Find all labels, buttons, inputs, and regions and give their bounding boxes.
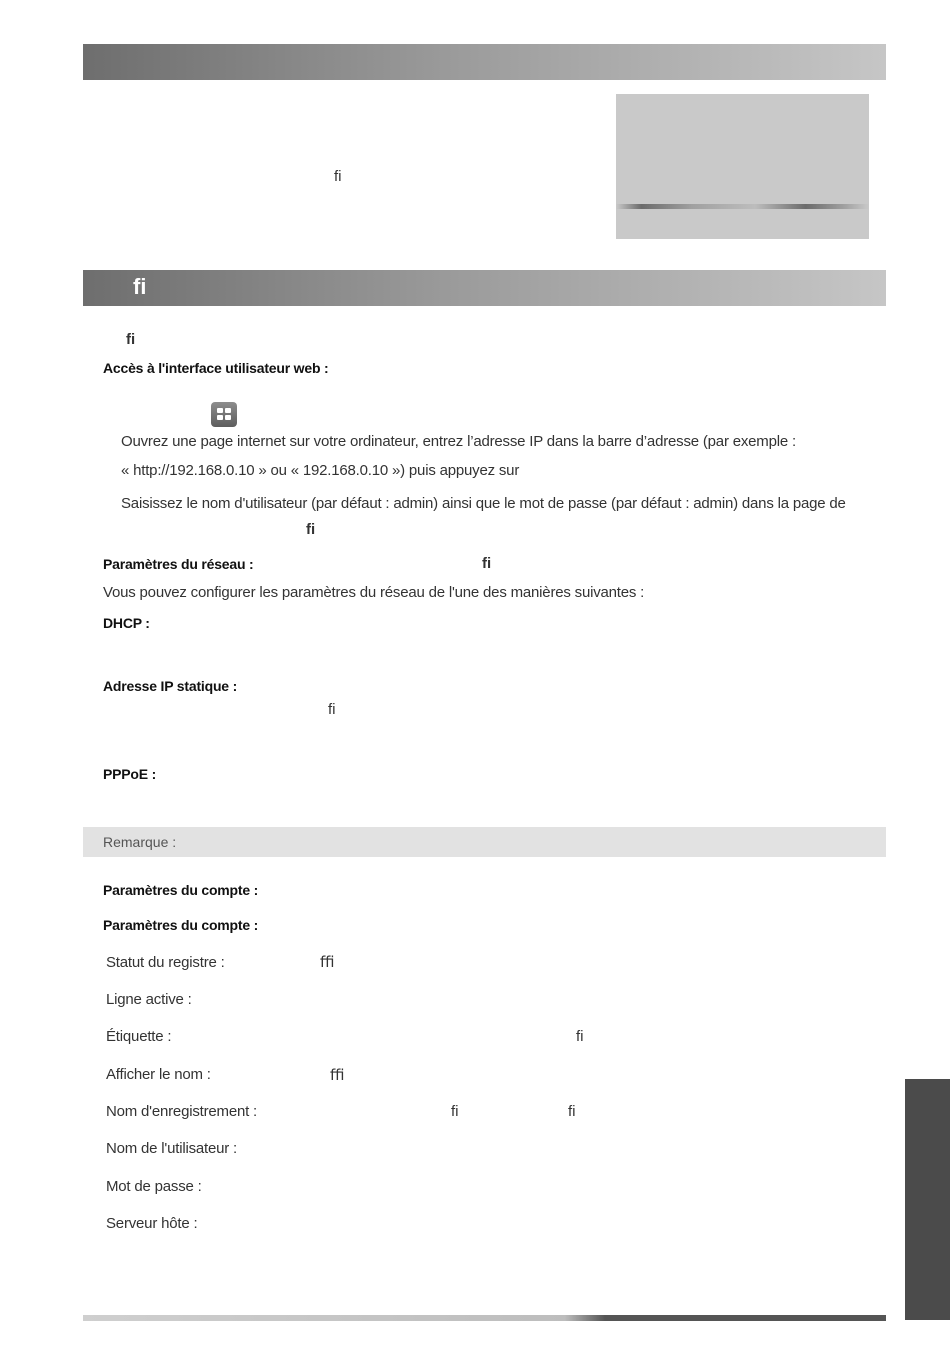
field-register-name-ligature: ﬁ (451, 1103, 459, 1120)
web-access-step2-line1: Saisissez le nom d'utilisateur (par défaut : admin) ainsi que le mot de passe (par défaut : admin) dans la page de (121, 495, 846, 512)
network-intro: Vous pouvez configurer les paramètres du réseau de l'une des manières suivantes : (103, 584, 645, 601)
field-register-status: Statut du registre : (106, 954, 225, 971)
field-register-name-ligature-2: ﬁ (568, 1103, 576, 1120)
field-display-name: Afficher le nom : (106, 1066, 211, 1083)
field-password: Mot de passe : (106, 1178, 202, 1195)
pppoe-heading: PPPoE : (103, 766, 157, 782)
field-label-ligature: ﬁ (576, 1028, 584, 1045)
field-user-name: Nom de l'utilisateur : (106, 1140, 238, 1157)
field-server-host: Serveur hôte : (106, 1215, 198, 1232)
illustration-box (616, 94, 869, 239)
field-line-active: Ligne active : (106, 991, 192, 1008)
field-label: Étiquette : (106, 1028, 172, 1045)
section-intro-ligature: ﬁ (126, 331, 136, 348)
account-heading-1: Paramètres du compte : (103, 882, 259, 898)
network-heading: Paramètres du réseau : (103, 556, 254, 572)
field-register-name: Nom d'enregistrement : (106, 1103, 258, 1120)
static-ip-ligature: ﬁ (328, 701, 336, 718)
configuration-section-band (83, 270, 886, 306)
network-ligature: ﬁ (482, 555, 492, 572)
dhcp-heading: DHCP : (103, 615, 150, 631)
side-chapter-tab (905, 1079, 950, 1320)
field-display-name-ligature: ﬃ (330, 1067, 345, 1084)
web-access-heading: Accès à l'interface utilisateur web : (103, 360, 329, 376)
illustration-divider (616, 204, 869, 209)
web-access-ligature: ﬁ (306, 521, 316, 538)
field-register-status-ligature: ﬃ (320, 954, 335, 971)
section-title-glyph: ﬁ (133, 274, 147, 299)
top-section-band (83, 44, 886, 80)
static-ip-heading: Adresse IP statique : (103, 678, 238, 694)
intro-ligature: ﬁ (334, 168, 342, 185)
menu-key-icon (211, 402, 237, 427)
footer-rule (83, 1315, 886, 1321)
account-heading-2: Paramètres du compte : (103, 917, 259, 933)
web-access-step1-line2: « http://192.168.0.10 » ou « 192.168.0.10 ») puis appuyez sur (121, 462, 520, 479)
web-access-step1-line1: Ouvrez une page internet sur votre ordinateur, entrez l’adresse IP dans la barre d’adresse (par exemple : (121, 433, 796, 450)
note-bar (83, 827, 886, 857)
note-label: Remarque : (103, 834, 177, 850)
